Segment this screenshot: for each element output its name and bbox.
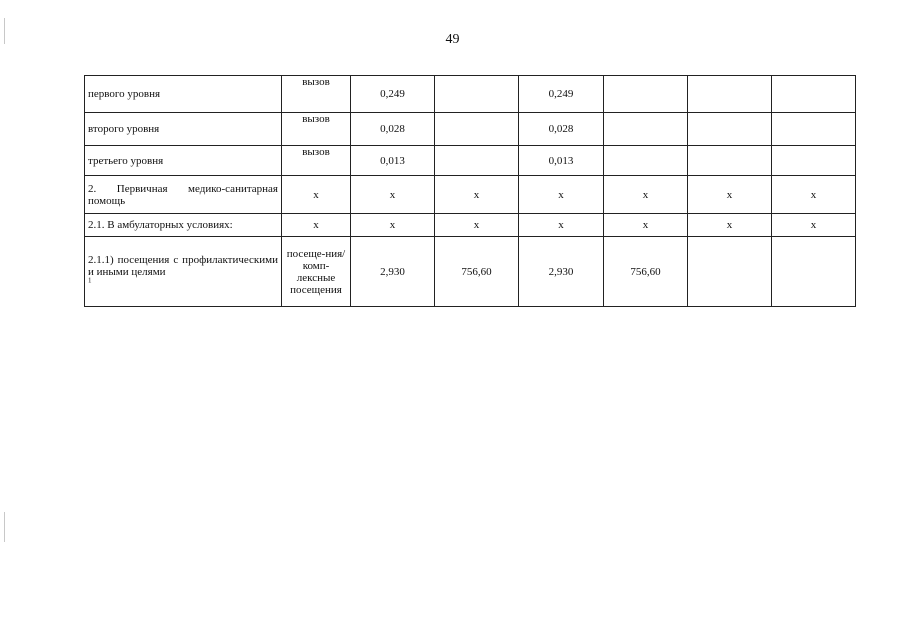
- row-value: 756,60: [604, 237, 688, 307]
- row-value: 0,249: [519, 76, 604, 113]
- row-value: х: [435, 214, 519, 237]
- row-name: второго уровня: [85, 113, 282, 146]
- indicators-table: [84, 75, 856, 307]
- row-name: 2.1.1) посещения с профилактическими и иными целями: [88, 253, 278, 278]
- row-value: х: [351, 176, 435, 214]
- row-value: х: [772, 176, 856, 214]
- row-name: 2. Первичная медико-санитарная помощь: [85, 176, 282, 214]
- row-value: 0,028: [351, 113, 435, 146]
- table-row: [85, 237, 856, 307]
- footnote-mark: 1: [88, 275, 92, 284]
- row-value: [772, 146, 856, 176]
- row-value: х: [604, 214, 688, 237]
- row-unit: посеще-ния/комп-лексные посещения: [282, 237, 351, 307]
- row-name: 2.1. В амбулаторных условиях:: [85, 214, 282, 237]
- page-number: 49: [445, 32, 460, 47]
- table-row: [85, 113, 856, 146]
- row-value: х: [688, 176, 772, 214]
- row-value: 2,930: [351, 237, 435, 307]
- row-value: 756,60: [435, 237, 519, 307]
- row-value: [772, 237, 856, 307]
- row-unit: вызов: [282, 113, 351, 146]
- row-value: [772, 113, 856, 146]
- row-value: х: [435, 176, 519, 214]
- row-name: третьего уровня: [85, 146, 282, 176]
- table-row: [85, 76, 856, 113]
- row-value: 0,249: [351, 76, 435, 113]
- table-row: [85, 214, 856, 237]
- row-unit: вызов: [282, 146, 351, 176]
- row-value: [688, 113, 772, 146]
- row-value: [435, 76, 519, 113]
- scan-edge-mark: [4, 18, 5, 44]
- row-value: [604, 113, 688, 146]
- row-value: х: [351, 214, 435, 237]
- row-value: [604, 76, 688, 113]
- row-unit: вызов: [282, 76, 351, 113]
- row-unit: х: [282, 214, 351, 237]
- row-value: 0,028: [519, 113, 604, 146]
- row-value: х: [519, 214, 604, 237]
- row-value: 2,930: [519, 237, 604, 307]
- row-value: [435, 146, 519, 176]
- row-value: х: [772, 214, 856, 237]
- row-name: первого уровня: [85, 76, 282, 113]
- row-value: [604, 146, 688, 176]
- row-unit: х: [282, 176, 351, 214]
- row-value: 0,013: [351, 146, 435, 176]
- row-value: х: [604, 176, 688, 214]
- table-row: [85, 176, 856, 214]
- row-value: х: [688, 214, 772, 237]
- row-value: [688, 76, 772, 113]
- row-value: х: [519, 176, 604, 214]
- row-value: [772, 76, 856, 113]
- row-value: [688, 237, 772, 307]
- row-value: [435, 113, 519, 146]
- scan-edge-mark: [4, 512, 5, 542]
- row-value: 0,013: [519, 146, 604, 176]
- table-row: [85, 146, 856, 176]
- row-name-cell: [85, 237, 282, 307]
- row-value: [688, 146, 772, 176]
